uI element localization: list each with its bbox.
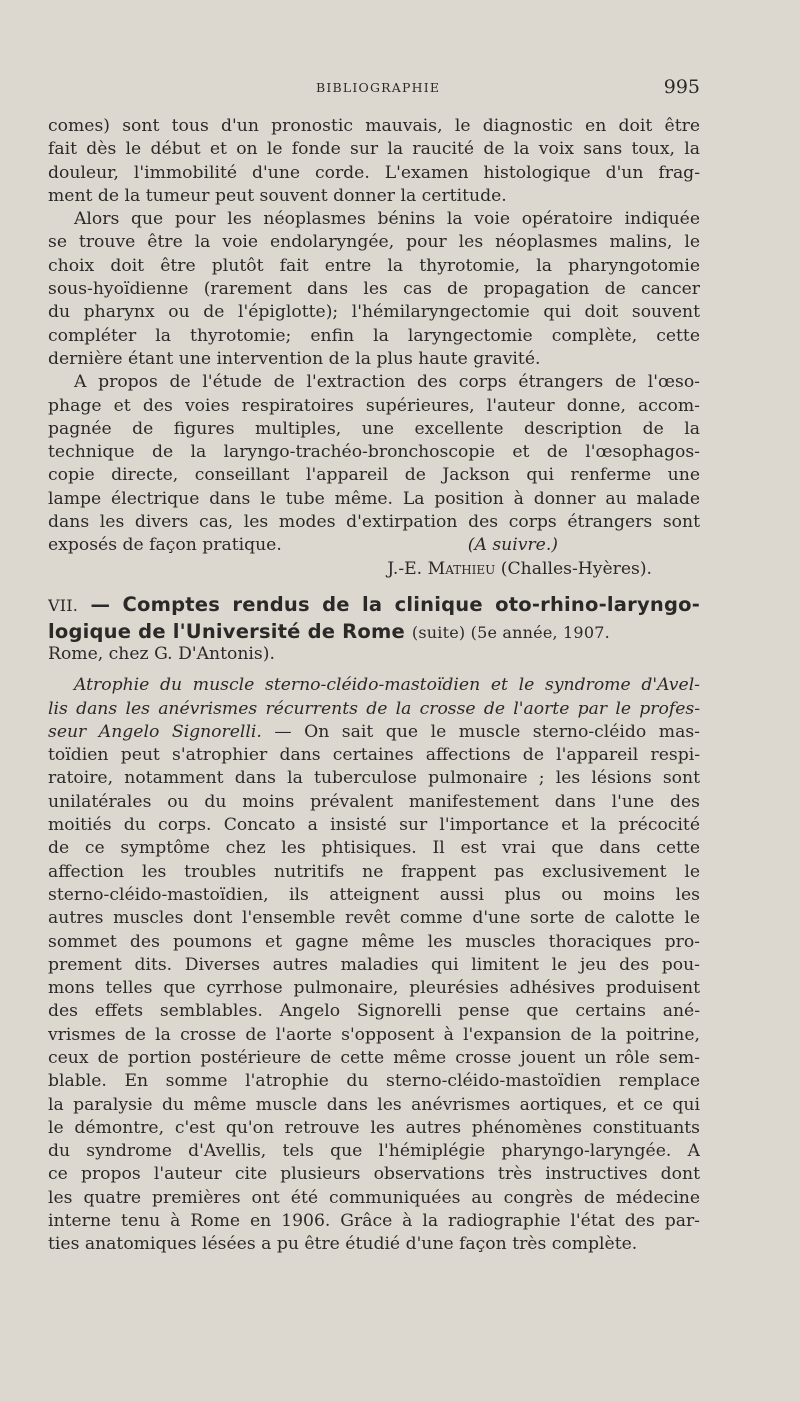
text-line: dans les divers cas, les modes d'extirpation des corps étrangers sont — [48, 512, 700, 533]
text-line: sterno-cléido-mastoïdien, ils atteignent aussi plus ou moins les — [48, 884, 700, 905]
text-line: copie directe, conseillant l'appareil de Jackson qui renferme une — [48, 465, 700, 486]
signature — [48, 558, 700, 581]
body-text — [48, 115, 700, 1257]
text-line: affection les troubles nutritifs ne frappent pas exclusivement le — [48, 861, 700, 882]
text-line: prement dits. Diverses autres maladies qui limitent le jeu des pou- — [48, 954, 700, 975]
text-line: mons telles que cyrrhose pulmonaire, pleurésies adhésives produisent — [48, 978, 700, 999]
text-line — [48, 721, 700, 744]
text-line: de ce symptôme chez les phtisiques. Il est vrai que dans cette — [48, 838, 700, 859]
text-line: douleur, l'immobilité d'une corde. L'examen histologique d'un frag- — [48, 162, 700, 183]
signature-name: Mathieu — [427, 558, 496, 579]
text-line: phage et des voies respiratoires supérieures, l'auteur donne, accom- — [48, 395, 700, 416]
text-line: du pharynx ou de l'épiglotte); l'hémilaryngectomie qui doit souvent — [48, 302, 700, 323]
text-line: le démontre, c'est qu'on retrouve les autres phénomènes constituants — [48, 1117, 700, 1138]
article-text-start: — On sait que le muscle sterno-cléido mas- — [274, 721, 700, 742]
text-line: unilatérales ou du moins prévalent manifestement dans l'une des — [48, 791, 700, 812]
signature-initials: J.-E. — [387, 558, 423, 579]
article-title-line: lis dans les anévrismes récurrents de la crosse de l'aorte par le profes- — [48, 698, 700, 719]
a-suivre: (A suivre.) — [467, 535, 558, 556]
text-line: lampe électrique dans le tube même. La position à donner au malade — [48, 488, 700, 509]
text-line: interne tenu à Rome en 1906. Grâce à la radiographie l'état des par- — [48, 1211, 700, 1232]
text-line: ratoire, notamment dans la tuberculose pulmonaire ; les lésions sont — [48, 768, 700, 789]
article-title-line: Atrophie du muscle sterno-cléido-mastoïdien et le syndrome d'Avel- — [74, 675, 700, 696]
text-line: autres muscles dont l'ensemble revêt comme d'une sorte de calotte le — [48, 908, 700, 929]
text-line: la paralysie du même muscle dans les anévrismes aortiques, et ce qui — [48, 1094, 700, 1115]
article-title-end: seur Angelo Signorelli. — [48, 721, 262, 742]
section-publisher: Rome, chez G. D'Antonis). — [48, 643, 275, 664]
paragraph-3 — [48, 371, 700, 581]
text-line: moitiés du corps. Concato a insisté sur l'importance et la précocité — [48, 815, 700, 836]
text-line: blable. En somme l'atrophie du sterno-cléido-mastoïdien remplace — [48, 1071, 700, 1092]
text-line: ment de la tumeur peut souvent donner la certitude. — [48, 185, 507, 206]
text-line: sommet des poumons et gagne même les muscles thoraciques pro- — [48, 931, 700, 952]
text-line: ties anatomiques lésées a pu être étudié d'une façon très complète. — [48, 1234, 638, 1255]
text-line: comes) sont tous d'un pronostic mauvais, le diagnostic en doit être — [48, 116, 700, 136]
text-line: technique de la laryngo-trachéo-bronchoscopie et de l'œsophagos- — [48, 442, 700, 463]
paragraph-1 — [48, 115, 700, 208]
text-line: Alors que pour les néoplasmes bénins la voie opératoire indiquée — [74, 209, 700, 230]
text-line: les quatre premières ont été communiquées au congrès de médecine — [48, 1187, 700, 1208]
running-head-title: BIBLIOGRAPHIE — [316, 80, 441, 95]
text-line: ceux de portion postérieure de cette même crosse jouent un rôle sem- — [48, 1047, 700, 1068]
text-line: vrismes de la crosse de l'aorte s'opposent à l'expansion de la poitrine, — [48, 1024, 700, 1045]
running-head — [46, 76, 700, 102]
signature-place: (Challes-Hyères). — [500, 558, 652, 579]
section-title-part-2: logique de l'Université de Rome — [48, 619, 405, 643]
section-title-part-1: — Comptes rendus de la clinique oto-rhino-laryngo- — [90, 592, 700, 616]
text-line: compléter la thyrotomie; enfin la laryngectomie complète, cette — [48, 325, 700, 346]
text-line: toïdien peut s'atrophier dans certaines affections de l'appareil respi- — [48, 745, 700, 766]
paragraph-3-last: exposés de façon pratique. — [48, 535, 282, 556]
section-title-suite: (suite) (5e année, 1907. — [411, 622, 610, 642]
section-number: VII. — [48, 595, 79, 615]
paragraph-2 — [48, 208, 700, 371]
text-line: dernière étant une intervention de la plus haute gravité. — [48, 348, 541, 369]
text-line: du syndrome d'Avellis, tels que l'hémiplégie pharyngo-laryngée. A — [48, 1141, 700, 1162]
section-heading-line-2 — [48, 618, 700, 645]
text-line: sous-hyoïdienne (rarement dans les cas de propagation de cancer — [48, 279, 700, 300]
page-number: 995 — [663, 76, 700, 98]
text-line: ce propos l'auteur cite plusieurs observations très instructives dont — [48, 1164, 700, 1185]
text-line: se trouve être la voie endolaryngée, pour les néoplasmes malins, le — [48, 232, 700, 253]
text-line: choix doit être plutôt fait entre la thyrotomie, la pharyngotomie — [48, 255, 700, 276]
article — [48, 674, 700, 1256]
section-heading-line-1 — [48, 591, 700, 618]
text-line — [48, 534, 700, 557]
text-line: pagnée de figures multiples, une excellente description de la — [48, 418, 700, 439]
text-line: des effets semblables. Angelo Signorelli pense que certains ané- — [48, 1001, 700, 1022]
section-heading — [48, 591, 700, 666]
text-line: A propos de l'étude de l'extraction des corps étrangers de l'œso- — [74, 372, 700, 393]
text-line: fait dès le début et on le fonde sur la raucité de la voix sans toux, la — [48, 139, 700, 160]
